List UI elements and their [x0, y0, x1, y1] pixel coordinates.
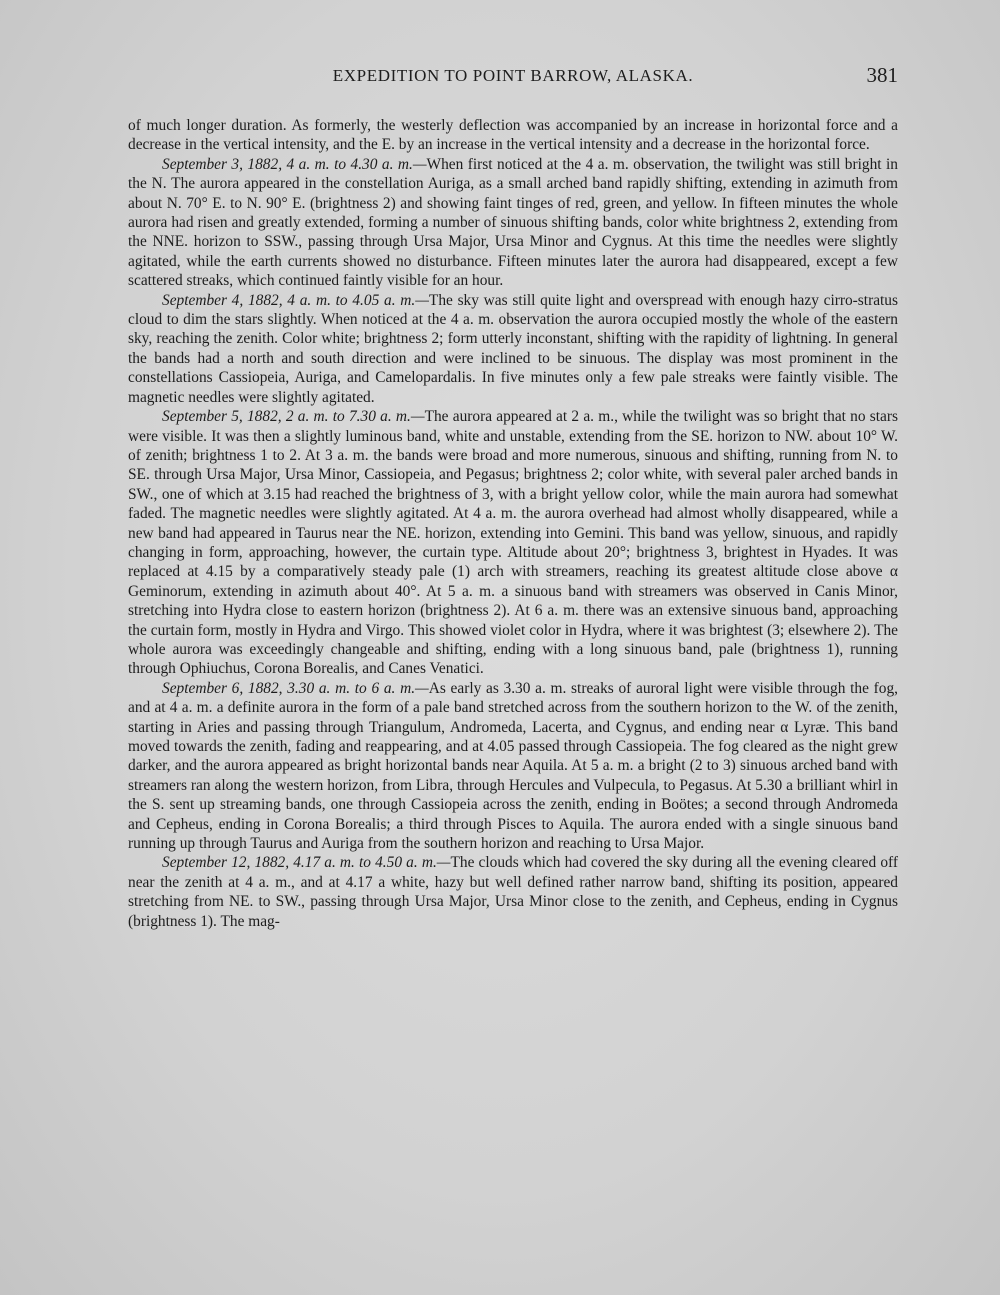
entry-september-6 [128, 679, 898, 854]
entry-date-heading: September 5, 1882, 2 a. m. to 7.30 a. m.— [162, 408, 425, 426]
page-number: 381 [866, 63, 898, 87]
body-text [128, 116, 898, 931]
paragraph-text: The clouds which had covered the sky during all the evening cleared off near the zenith at 4 a. m., and at 4.17 a white, hazy but well defined rather narrow band, shifting its position, appeared stretching from NE. to SW., passing through Ursa Major, Ursa Minor close to the zenith, and Cepheus, ending in Cygnus (brightness 1). The mag- [128, 854, 898, 930]
entry-date-heading: September 6, 1882, 3.30 a. m. to 6 a. m.— [162, 679, 429, 697]
entry-date-heading: September 3, 1882, 4 a. m. to 4.30 a. m.— [162, 155, 427, 173]
paragraph-text: The aurora appeared at 2 a. m., while the twilight was so bright that no stars were visible. It was then a slightly luminous band, white and unstable, extending from the SE. horizon to NW. about 10° W. of zenith; brightness 1 to 2. At 3 a. m. the bands were broad and more numerous, sinuous and shifting, running from N. to SE. through Ursa Major, Ursa Minor, Cassiopeia, and Pegasus; brightness 2; color white, with several paler arched bands in SW., one of which at 3.15 had reached the brightness of 3, with a bright yellow color, while the main aurora had somewhat faded. The magnetic needles were slightly agitated. At 4 a. m. the aurora overhead had almost wholly disappeared, while a new band had appeared in Taurus near the NE. horizon, extending into Gemini. This band was yellow, sinuous, and rapidly changing in form, approaching, however, the curtain type. Altitude about 20°; brightness 3, brightest in Hyades. It was replaced at 4.15 by a comparatively steady pale (1) arch with streamers, reaching its greatest altitude close above α Geminorum, extending in azimuth about 40°. At 5 a. m. a sinuous band with streamers was observed in Canis Minor, stretching into Hydra close to eastern horizon (brightness 2). At 6 a. m. there was an extensive sinuous band, approaching the curtain form, mostly in Hydra and Virgo. This showed violet color in Hydra, where it was brightest (3; elsewhere 2). The whole aurora was exceedingly changeable and shifting, ending with a long sinuous band, pale (brightness 1), running through Ophiuchus, Corona Borealis, and Canes Venatici. [128, 408, 899, 678]
entry-september-5 [128, 407, 898, 679]
paragraph-text: of much longer duration. As formerly, the westerly deflection was accompanied by an increase in horizontal force and a decrease in the vertical intensity, and the E. by an increase in the vertical intensity and a decrease in the horizontal force. [128, 117, 898, 154]
paragraph-text: The sky was still quite light and overspread with enough hazy cirro-stratus cloud to dim the stars slightly. When noticed at the 4 a. m. observation the aurora occupied mostly the whole of the eastern sky, reaching the zenith. Color white; brightness 2; form utterly inconstant, shifting with the rapidity of lightning. In general the bands had a north and south direction and were inclined to be sinuous. The display was most prominent in the constellations Cassiopeia, Auriga, and Camelopardalis. In five minutes only a few pale streaks were faintly visible. The magnetic needles were slightly agitated. [128, 291, 898, 406]
paragraph-continuation [128, 116, 898, 155]
page-header [128, 63, 898, 94]
entry-september-4 [128, 291, 898, 407]
entry-date-heading: September 4, 1882, 4 a. m. to 4.05 a. m.— [162, 291, 429, 309]
entry-september-3 [128, 155, 898, 291]
paragraph-text: When first noticed at the 4 a. m. observation, the twilight was still bright in the N. The aurora appeared in the constellation Auriga, as a small arched band rapidly shifting, extending in azimuth from about N. 70° E. to N. 90° E. (brightness 2) and showing faint tinges of red, green, and yellow. In fifteen minutes the whole aurora had risen and greatly extended, forming a number of sinuous shifting bands, color white brightness 2, extending from the NNE. horizon to SSW., passing through Ursa Major, Ursa Minor and Cygnus. At this time the needles were slightly agitated, while the earth currents showed no disturbance. Fifteen minutes later the aurora had disappeared, except a few scattered streaks, which continued faintly visible for an hour. [128, 155, 898, 290]
running-head: EXPEDITION TO POINT BARROW, ALASKA. [332, 66, 694, 85]
entry-date-heading: September 12, 1882, 4.17 a. m. to 4.50 a. m.— [162, 854, 451, 872]
paragraph-text: As early as 3.30 a. m. streaks of auroral light were visible through the fog, and at 4 a. m. a definite aurora in the form of a pale band stretched across from the southern horizon to the W. of the zenith, starting in Aries and passing through Triangulum, Andromeda, Lacerta, and Cygnus, and ending near α Lyræ. This band moved towards the zenith, fading and reappearing, and at 4.05 passed through Cassiopeia. The fog cleared as the night grew darker, and the aurora appeared as bright horizontal bands near Aquila. At 5 a. m. a bright (2 to 3) sinuous arched band with streamers ran along the western horizon, from Libra, through Hercules and Vulpecula, to Pegasus. At 5.30 a brilliant whirl in the S. sent up streaming bands, one through Cassiopeia across the zenith, ending in Boötes; a second through Andromeda and Cepheus, ending in Corona Borealis; a third through Pisces to Aquila. The aurora ended with a single sinuous band running up through Taurus and Auriga from the southern horizon and reaching to Ursa Major. [128, 679, 898, 853]
entry-september-12 [128, 853, 898, 931]
